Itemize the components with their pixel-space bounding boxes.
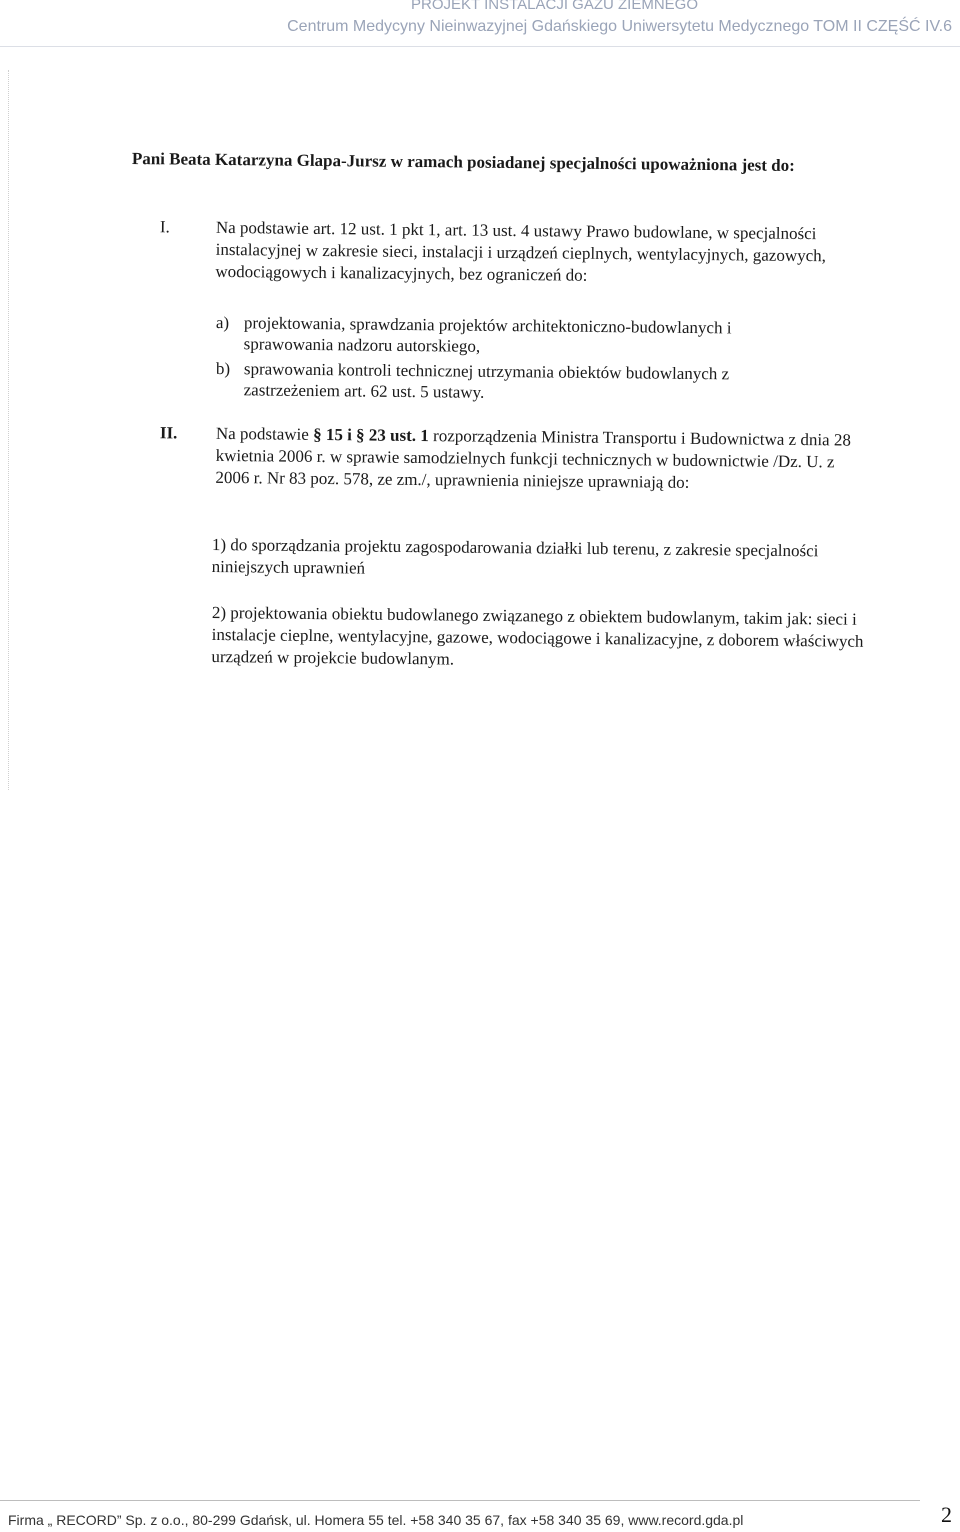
section-2-text-bold: § 15 i § 23 ust. 1 [313,424,429,446]
header-divider [0,46,960,47]
footer-company-info: Firma „ RECORD” Sp. z o.o., 80-299 Gdańsk, ul. Homera 55 tel. +58 340 35 67, fax +58 340 35 69, www.record.gda.pl [8,1512,744,1528]
header-project-title: PROJEKT INSTALACJI GAZU ZIEMNEGO [411,0,698,13]
intro-paragraph: Pani Beata Katarzyna Glapa-Jursz w ramach posiadanej specjalności upoważniona jest do: [131,148,795,175]
section-2-text [215,423,872,496]
footer-divider [0,1500,920,1501]
section-2 [131,422,872,496]
section-1-number: I. [159,217,170,237]
section-1-item-a [216,312,816,360]
section-2-text-pre: Na podstawie [215,423,314,444]
section-2-point-1: 1) do sporządzania projektu zagospodarowania działki lub terenu, z zakresie specjalności niniejszych uprawnień [211,534,819,578]
item-a-text: projektowania, sprawdzania projektów architektoniczno-budowlanych i sprawowania nadzoru autorskiego, [243,313,732,356]
section-1-item-b [216,358,816,406]
item-b-text: sprawowania kontroli technicznej utrzymania obiektów budowlanych z zastrzeżeniem art. 62 ust. 5 ustawy. [243,359,730,402]
item-b-label: b) [215,358,231,379]
section-2-point-2: 2) projektowania obiektu budowlanego związanego z obiektem budowlanym, takim jak: sieci i instalacje cieplne, wentylacyjne, gazowe, wodociągowe i kanalizacyjne, z doborem właściwych urządzeń w projekcie budowlanym. [211,602,864,669]
scan-margin-artifact [8,70,10,790]
section-1 [131,216,872,290]
item-a-label: a) [215,312,230,333]
section-2-text-post: rozporządzenia Ministra Transportu i Budownictwa z dnia 28 kwietnia 2006 r. w sprawie samodzielnych funkcji technicznych w budownictwie /Dz. U. z 2006 r. Nr 83 poz. 578, ze zm./, uprawnienia niniejsze uprawniają do: [215,426,852,492]
header-subtitle: Centrum Medycyny Nieinwazyjnej Gdańskiego Uniwersytetu Medycznego TOM II CZĘŚĆ IV.6 [287,18,952,35]
section-2-number: II. [159,423,178,443]
section-1-text: Na podstawie art. 12 ust. 1 pkt 1, art. 13 ust. 4 ustawy Prawo budowlane, w specjalności instalacyjnej w zakresie sieci, instalacji i urządzeń cieplnych, wentylacyjnych, gazowych, wodociągowych i kanalizacyjnych, bez ograniczeń do: [215,217,827,285]
page-number: 2 [941,1502,952,1527]
